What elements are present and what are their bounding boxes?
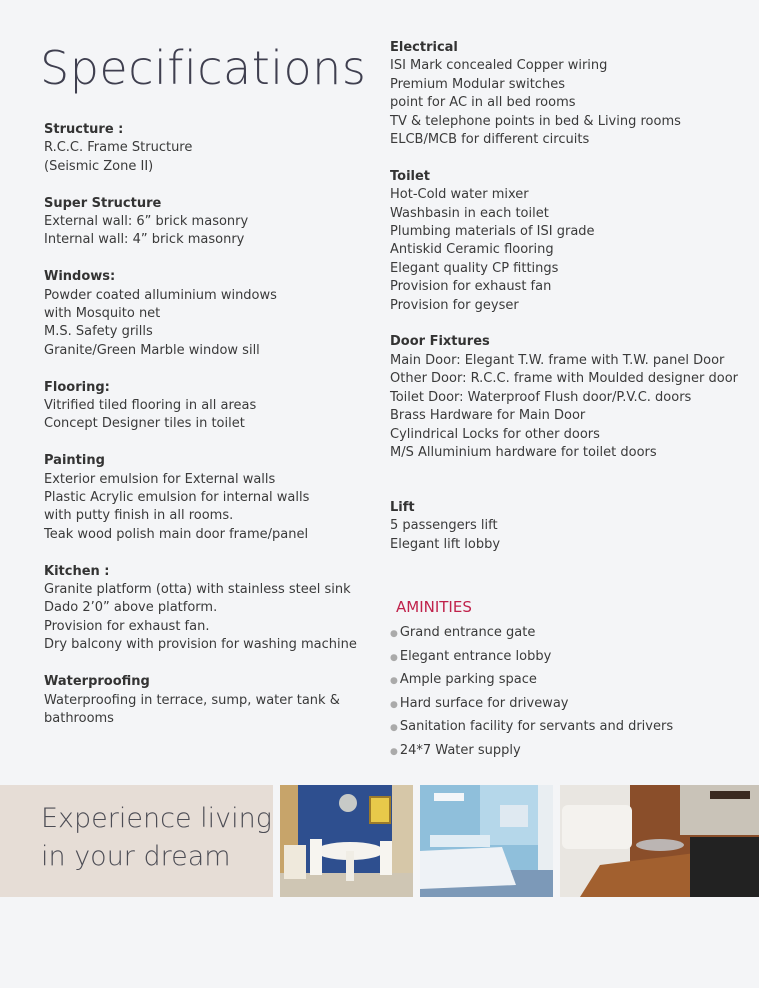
spec-line: Antiskid Ceramic flooring <box>390 242 554 258</box>
left-specs-column <box>44 121 364 747</box>
spec-line: with Mosquito net <box>44 306 161 322</box>
spec-section-waterproofing <box>44 673 364 728</box>
spec-line: Granite platform (otta) with stainless steel sink <box>44 582 351 598</box>
amenity-item <box>390 716 750 740</box>
spec-line: M.S. Safety grills <box>44 324 153 340</box>
spec-section-super-structure <box>44 195 364 250</box>
spec-line: Vitrified tiled flooring in all areas <box>44 398 257 414</box>
spec-line: Cylindrical Locks for other doors <box>390 426 600 442</box>
spec-line: Internal wall: 4” brick masonry <box>44 232 245 248</box>
amenity-item <box>390 622 750 646</box>
spec-line: Provision for geyser <box>390 297 519 313</box>
spec-line: R.C.C. Frame Structure <box>44 140 193 156</box>
spec-line: Toilet Door: Waterproof Flush door/P.V.C. doors <box>390 389 692 405</box>
amenity-item <box>390 740 750 764</box>
spec-heading: Kitchen : <box>44 563 110 579</box>
spec-line: Provision for exhaust fan. <box>44 618 210 634</box>
spec-line: point for AC in all bed rooms <box>390 95 576 111</box>
spec-line: 5 passengers lift <box>390 518 498 534</box>
spec-heading: Door Fixtures <box>390 334 490 350</box>
spec-section-toilet <box>390 168 750 315</box>
spec-line: Plumbing materials of ISI grade <box>390 224 595 240</box>
spec-section-kitchen <box>44 563 364 655</box>
spec-line: Waterproofing in terrace, sump, water tank & <box>44 692 340 708</box>
spec-section-windows <box>44 268 364 360</box>
living-room-photo <box>560 785 759 897</box>
spec-line: Exterior emulsion for External walls <box>44 471 276 487</box>
bullet-icon: ● <box>390 652 398 663</box>
amenity-label: Elegant entrance lobby <box>399 648 552 664</box>
spec-line: bathrooms <box>44 710 114 726</box>
spec-line: Dry balcony with provision for washing machine <box>44 637 357 653</box>
spec-heading: Lift <box>390 499 415 515</box>
bullet-icon: ● <box>390 676 398 686</box>
spec-section-structure <box>44 121 364 176</box>
amenity-item <box>390 693 750 717</box>
spec-section-door-fixtures <box>390 333 750 462</box>
bullet-icon: ● <box>390 699 398 710</box>
spec-section-painting <box>44 452 364 544</box>
spec-section-lift <box>390 499 750 554</box>
bedroom-photo <box>420 785 553 897</box>
spec-heading: Flooring: <box>44 379 110 395</box>
spec-line: Elegant lift lobby <box>390 536 501 552</box>
spec-heading: Waterproofing <box>44 674 150 690</box>
spec-line: Dado 2’0” above platform. <box>44 600 218 616</box>
spec-line: Provision for exhaust fan <box>390 279 552 295</box>
spec-line: ISI Mark concealed Copper wiring <box>390 58 608 74</box>
banner-line-1: Experience living <box>41 803 272 834</box>
spec-line: Hot-Cold water mixer <box>390 187 529 203</box>
amenities-section <box>390 596 750 763</box>
spec-line: Elegant quality CP fittings <box>390 260 559 276</box>
banner-line-2: in your dream <box>41 841 231 872</box>
spec-line: with putty finish in all rooms. <box>44 508 234 524</box>
spec-heading: Toilet <box>390 168 431 184</box>
spec-heading: Super Structure <box>44 195 162 211</box>
spec-line: TV & telephone points in bed & Living rooms <box>390 113 681 129</box>
spec-heading: Painting <box>44 453 105 469</box>
page-title: Specifications <box>40 41 367 95</box>
right-specs-column <box>390 39 750 572</box>
spec-line: Plastic Acrylic emulsion for internal walls <box>44 490 310 506</box>
amenity-label: Ample parking space <box>399 672 537 687</box>
amenity-item <box>390 646 750 670</box>
bottom-banner <box>0 785 759 897</box>
spec-section-flooring <box>44 379 364 434</box>
spec-line: Concept Designer tiles in toilet <box>44 416 245 432</box>
spec-line: Powder coated alluminium windows <box>44 287 277 303</box>
spec-line: (Seismic Zone II) <box>44 158 154 174</box>
spec-line: M/S Alluminium hardware for toilet doors <box>390 444 657 460</box>
amenities-list <box>390 622 750 763</box>
spec-line: External wall: 6” brick masonry <box>44 214 249 230</box>
spec-heading: Structure : <box>44 122 124 137</box>
dining-room-photo <box>280 785 413 897</box>
spec-line: Other Door: R.C.C. frame with Moulded designer door <box>390 371 738 387</box>
amenity-label: Hard surface for driveway <box>399 695 569 711</box>
amenity-item <box>390 669 750 693</box>
bullet-icon: ● <box>390 629 398 639</box>
spec-line: Teak wood polish main door frame/panel <box>44 526 309 542</box>
amenity-label: Grand entrance gate <box>399 625 536 640</box>
bullet-icon: ● <box>390 723 398 733</box>
spec-heading: Windows: <box>44 269 116 285</box>
spec-line: ELCB/MCB for different circuits <box>390 132 590 148</box>
spec-line: Washbasin in each toilet <box>390 205 549 221</box>
spec-line: Brass Hardware for Main Door <box>390 408 586 424</box>
spec-line: Premium Modular switches <box>390 76 565 92</box>
banner-tagline <box>0 785 273 897</box>
amenity-label: 24*7 Water supply <box>399 742 521 758</box>
amenities-heading: AMINITIES <box>396 598 472 616</box>
spec-section-electrical <box>390 39 750 149</box>
spec-heading: Electrical <box>390 40 458 55</box>
spec-line: Main Door: Elegant T.W. frame with T.W. panel Door <box>390 352 725 368</box>
spec-line: Granite/Green Marble window sill <box>44 342 260 358</box>
bullet-icon: ● <box>390 746 398 757</box>
amenity-label: Sanitation facility for servants and drivers <box>399 719 674 734</box>
